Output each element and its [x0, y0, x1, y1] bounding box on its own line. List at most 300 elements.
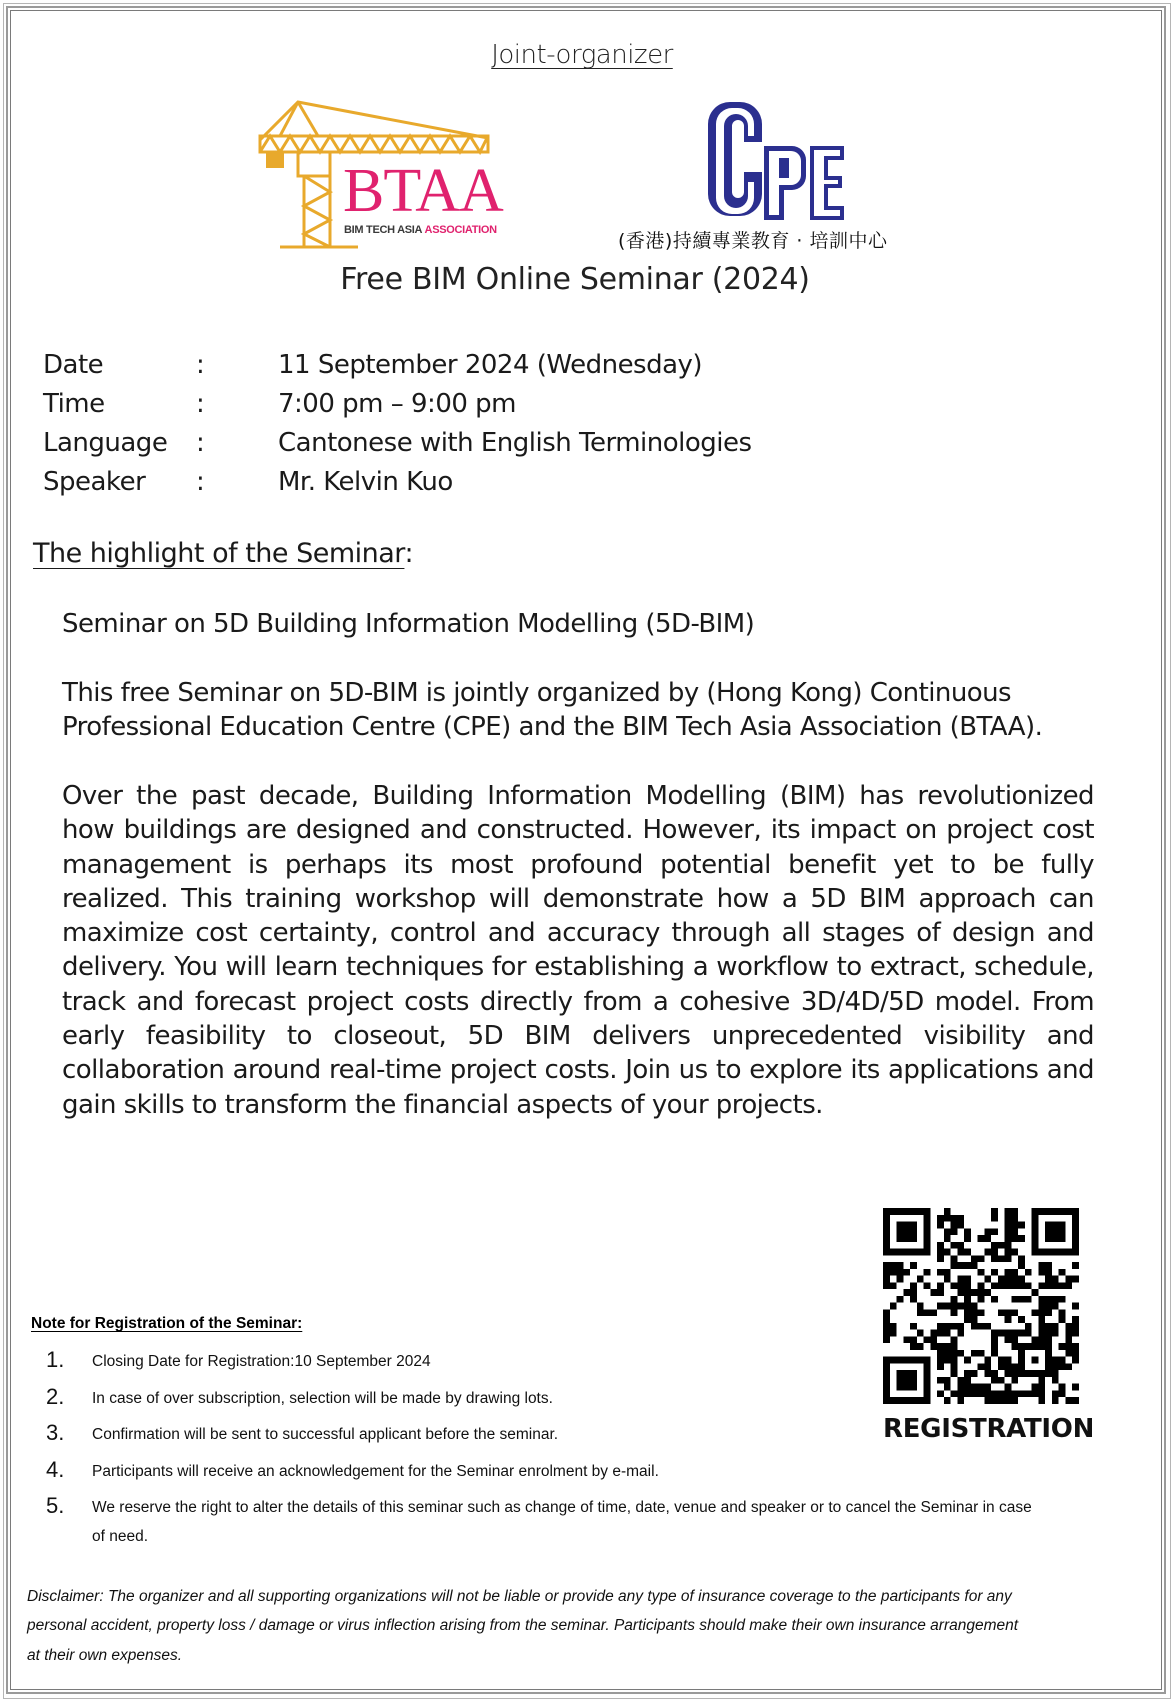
qr-module: [1072, 1357, 1079, 1364]
info-colon: :: [196, 350, 205, 380]
qr-module: [978, 1323, 985, 1330]
qr-module: [978, 1309, 985, 1316]
qr-module: [890, 1262, 897, 1269]
qr-module: [1018, 1370, 1025, 1377]
qr-module: [984, 1384, 991, 1391]
qr-module: [903, 1249, 910, 1256]
qr-module: [998, 1363, 1005, 1370]
qr-module: [1045, 1276, 1052, 1283]
info-value: Mr. Kelvin Kuo: [278, 467, 453, 497]
qr-module: [897, 1222, 904, 1229]
qr-module: [917, 1249, 924, 1256]
qr-module: [951, 1363, 958, 1370]
qr-module: [951, 1303, 958, 1310]
qr-module: [964, 1276, 971, 1283]
qr-module: [951, 1222, 958, 1229]
qr-module: [883, 1397, 890, 1404]
qr-module: [1065, 1282, 1072, 1289]
qr-module: [930, 1330, 937, 1337]
qr-module: [951, 1323, 958, 1330]
qr-module: [1032, 1357, 1039, 1364]
qr-module: [937, 1390, 944, 1397]
qr-module: [1005, 1235, 1012, 1242]
notes-heading: Note for Registration of the Seminar:: [31, 1315, 303, 1332]
qr-module: [971, 1323, 978, 1330]
qr-module: [991, 1350, 998, 1357]
qr-module: [1059, 1208, 1066, 1215]
qr-module: [883, 1262, 890, 1269]
qr-module: [883, 1249, 890, 1256]
qr-module: [1011, 1235, 1018, 1242]
qr-module: [1011, 1208, 1018, 1215]
qr-module: [944, 1377, 951, 1384]
qr-module: [897, 1370, 904, 1377]
qr-module: [991, 1282, 998, 1289]
qr-module: [998, 1242, 1005, 1249]
qr-module: [991, 1249, 998, 1256]
qr-module: [917, 1309, 924, 1316]
qr-module: [998, 1330, 1005, 1337]
qr-module: [951, 1309, 958, 1316]
qr-module: [1072, 1249, 1079, 1256]
btaa-subtitle-part1: BIM TECH ASIA: [344, 224, 425, 236]
qr-module: [910, 1370, 917, 1377]
qr-module: [1045, 1343, 1052, 1350]
seminar-subtitle: Seminar on 5D Building Information Modelling (5D-BIM): [62, 609, 755, 639]
qr-module: [978, 1255, 985, 1262]
qr-module: [1025, 1282, 1032, 1289]
qr-module: [1045, 1336, 1052, 1343]
qr-module: [971, 1262, 978, 1269]
btaa-logo: [258, 94, 523, 254]
qr-module: [957, 1242, 964, 1249]
qr-module: [1038, 1249, 1045, 1256]
qr-module: [957, 1377, 964, 1384]
qr-module: [944, 1215, 951, 1222]
disclaimer-line: Disclaimer: The organizer and all supporting organizations will not be liable or provide any type of insurance coverage to the participants for any: [27, 1588, 1012, 1605]
qr-module: [998, 1255, 1005, 1262]
qr-module: [1005, 1316, 1012, 1323]
description-paragraph: Over the past decade, Building Information Modelling (BIM) has revolutionized how buildings are designed and constructed. However, its impact on project cost management is perhaps its most profound potential benefit yet to be fully realized. This training workshop will demonstrate how a 5D BIM approach can maximize cost certainty, control and accuracy through all stages of design and delivery. You will learn techniques for establishing a workflow to extract, schedule, track and forecast project costs directly from a cohesive 3D/4D/5D model. From early feasibility to closeout, 5D BIM delivers unprecedented visibility and collaboration around real-time project costs. Join us to explore its applications and gain skills to transform the financial aspects of your projects.: [62, 781, 1094, 1120]
note-text: We reserve the right to alter the details of this seminar such as change of time, date, venue and speaker or to cancel the Seminar in case: [92, 1499, 1032, 1516]
qr-module: [937, 1215, 944, 1222]
qr-module: [903, 1235, 910, 1242]
qr-module: [937, 1377, 944, 1384]
qr-module: [978, 1384, 985, 1391]
qr-module: [1032, 1235, 1039, 1242]
qr-module: [1038, 1269, 1045, 1276]
qr-module: [1018, 1350, 1025, 1357]
note-text: Closing Date for Registration:10 September 2024: [92, 1353, 431, 1370]
intro-paragraph: This free Seminar on 5D-BIM is jointly organized by (Hong Kong) Continuous Professional Education Centre (CPE) and the BIM Tech Asia Association (BTAA).: [62, 678, 1043, 743]
qr-module: [1025, 1323, 1032, 1330]
qr-module: [964, 1235, 971, 1242]
qr-module: [1045, 1323, 1052, 1330]
qr-module: [957, 1384, 964, 1391]
btaa-logo-subtitle: [344, 224, 497, 236]
qr-module: [937, 1363, 944, 1370]
qr-module: [903, 1384, 910, 1391]
note-text-continued: of need.: [92, 1528, 149, 1545]
qr-module: [1005, 1249, 1012, 1256]
qr-module: [1032, 1289, 1039, 1296]
qr-module: [964, 1316, 971, 1323]
qr-module: [1072, 1316, 1079, 1323]
qr-module: [883, 1377, 890, 1384]
note-number: 3.: [46, 1420, 65, 1445]
qr-module: [1059, 1363, 1066, 1370]
qr-module: [1018, 1262, 1025, 1269]
qr-module: [964, 1303, 971, 1310]
highlight-heading-colon: :: [404, 538, 414, 569]
info-label: Date: [43, 350, 104, 380]
qr-module: [944, 1249, 951, 1256]
qr-module: [1045, 1357, 1052, 1364]
joint-organizer-heading: [0, 40, 1164, 70]
qr-module: [883, 1208, 890, 1215]
qr-module: [903, 1357, 910, 1364]
qr-module: [1005, 1309, 1012, 1316]
qr-module: [957, 1289, 964, 1296]
qr-module: [991, 1208, 998, 1215]
qr-module: [1018, 1390, 1025, 1397]
qr-module: [944, 1303, 951, 1310]
qr-module: [1038, 1397, 1045, 1404]
qr-module: [951, 1282, 958, 1289]
qr-module: [1018, 1357, 1025, 1364]
qr-module: [957, 1330, 964, 1337]
qr-module: [924, 1242, 931, 1249]
qr-module: [924, 1269, 931, 1276]
qr-module: [910, 1296, 917, 1303]
qr-module: [1032, 1370, 1039, 1377]
qr-module: [1045, 1330, 1052, 1337]
qr-module: [1005, 1390, 1012, 1397]
qr-module: [1072, 1242, 1079, 1249]
qr-module: [1052, 1276, 1059, 1283]
qr-module: [1005, 1282, 1012, 1289]
qr-module: [1018, 1282, 1025, 1289]
qr-module: [883, 1269, 890, 1276]
qr-module: [944, 1384, 951, 1391]
qr-module: [910, 1262, 917, 1269]
qr-module: [883, 1363, 890, 1370]
qr-module: [984, 1370, 991, 1377]
qr-module: [978, 1282, 985, 1289]
qr-module: [1072, 1350, 1079, 1357]
qr-module: [937, 1289, 944, 1296]
qr-module: [1059, 1222, 1066, 1229]
qr-module: [1011, 1282, 1018, 1289]
qr-module: [897, 1269, 904, 1276]
qr-module: [1032, 1208, 1039, 1215]
qr-module: [971, 1350, 978, 1357]
qr-module: [1065, 1350, 1072, 1357]
info-colon: :: [196, 467, 205, 497]
qr-module: [1038, 1282, 1045, 1289]
qr-module: [883, 1336, 890, 1343]
qr-module: [1011, 1336, 1018, 1343]
qr-module: [883, 1222, 890, 1229]
qr-module: [1045, 1303, 1052, 1310]
qr-module: [1072, 1262, 1079, 1269]
qr-module: [910, 1397, 917, 1404]
cpe-logo: [700, 98, 850, 223]
note-number: 5.: [46, 1493, 65, 1518]
qr-module: [1025, 1330, 1032, 1337]
qr-module: [917, 1208, 924, 1215]
qr-module: [991, 1228, 998, 1235]
qr-module: [971, 1370, 978, 1377]
qr-module: [991, 1390, 998, 1397]
qr-module: [1038, 1384, 1045, 1391]
qr-module: [924, 1397, 931, 1404]
qr-module: [924, 1235, 931, 1242]
joint-organizer-text: Joint-organizer: [491, 40, 673, 70]
qr-module: [883, 1282, 890, 1289]
qr-module: [1052, 1363, 1059, 1370]
qr-module: [964, 1377, 971, 1384]
qr-module: [1038, 1390, 1045, 1397]
qr-module: [883, 1357, 890, 1364]
qr-module: [937, 1343, 944, 1350]
qr-module: [917, 1343, 924, 1350]
qr-module: [897, 1228, 904, 1235]
qr-module: [883, 1215, 890, 1222]
qr-module: [991, 1269, 998, 1276]
note-text: Confirmation will be sent to successful applicant before the seminar.: [92, 1426, 559, 1443]
disclaimer-line: personal accident, property loss / damage or virus inflection arising from the seminar. Participants should make their own insurance arrangement: [27, 1617, 1019, 1634]
qr-module: [1052, 1249, 1059, 1256]
qr-module: [890, 1303, 897, 1310]
qr-module: [1032, 1249, 1039, 1256]
qr-module: [991, 1370, 998, 1377]
qr-module: [1018, 1343, 1025, 1350]
qr-module: [897, 1397, 904, 1404]
qr-module: [1065, 1336, 1072, 1343]
qr-module: [1065, 1208, 1072, 1215]
qr-module: [1059, 1357, 1066, 1364]
qr-module: [1011, 1228, 1018, 1235]
qr-module: [957, 1249, 964, 1256]
qr-module: [1052, 1208, 1059, 1215]
qr-module: [897, 1296, 904, 1303]
qr-module: [1052, 1235, 1059, 1242]
qr-module: [924, 1249, 931, 1256]
qr-module: [957, 1276, 964, 1283]
qr-module: [937, 1357, 944, 1364]
qr-module: [944, 1269, 951, 1276]
registration-label[interactable]: REGISTRATION: [883, 1414, 1095, 1444]
qr-module: [991, 1377, 998, 1384]
qr-module: [883, 1316, 890, 1323]
qr-module: [910, 1208, 917, 1215]
qr-module: [930, 1343, 937, 1350]
qr-module: [944, 1276, 951, 1283]
note-number: 4.: [46, 1457, 65, 1482]
qr-module: [890, 1269, 897, 1276]
qr-module: [1072, 1215, 1079, 1222]
qr-module: [910, 1357, 917, 1364]
qr-module: [984, 1289, 991, 1296]
qr-module: [1072, 1235, 1079, 1242]
qr-module: [890, 1323, 897, 1330]
qr-module: [937, 1330, 944, 1337]
qr-module: [910, 1249, 917, 1256]
qr-module: [984, 1397, 991, 1404]
qr-module: [944, 1350, 951, 1357]
qr-module: [924, 1282, 931, 1289]
qr-module: [978, 1269, 985, 1276]
qr-module: [984, 1276, 991, 1283]
qr-module: [1065, 1397, 1072, 1404]
qr-module: [1059, 1282, 1066, 1289]
qr-module: [1005, 1222, 1012, 1229]
qr-module: [991, 1397, 998, 1404]
qr-module: [998, 1309, 1005, 1316]
qr-module: [1059, 1235, 1066, 1242]
qr-module: [1032, 1228, 1039, 1235]
qr-module: [1005, 1208, 1012, 1215]
qr-module: [1011, 1215, 1018, 1222]
qr-module: [1018, 1276, 1025, 1283]
qr-module: [991, 1296, 998, 1303]
qr-module: [951, 1215, 958, 1222]
qr-module: [897, 1377, 904, 1384]
qr-module: [1005, 1269, 1012, 1276]
note-number: 1.: [46, 1347, 65, 1372]
qr-module: [924, 1357, 931, 1364]
qr-module: [971, 1303, 978, 1310]
qr-module: [897, 1208, 904, 1215]
qr-module: [978, 1390, 985, 1397]
qr-module: [1059, 1343, 1066, 1350]
qr-module: [964, 1357, 971, 1364]
qr-module: [964, 1384, 971, 1391]
qr-module: [1011, 1343, 1018, 1350]
qr-module: [957, 1262, 964, 1269]
disclaimer-line: at their own expenses.: [27, 1647, 183, 1664]
qr-module: [1011, 1377, 1018, 1384]
qr-module: [1052, 1296, 1059, 1303]
qr-module: [971, 1255, 978, 1262]
qr-module: [917, 1357, 924, 1364]
qr-module: [937, 1323, 944, 1330]
qr-module: [883, 1309, 890, 1316]
qr-module: [930, 1309, 937, 1316]
qr-module: [1038, 1303, 1045, 1310]
qr-module: [937, 1269, 944, 1276]
qr-module: [944, 1357, 951, 1364]
qr-module: [1032, 1215, 1039, 1222]
qr-module: [1011, 1276, 1018, 1283]
qr-module: [1065, 1343, 1072, 1350]
qr-module: [937, 1242, 944, 1249]
qr-module: [971, 1289, 978, 1296]
qr-module: [910, 1235, 917, 1242]
qr-module: [951, 1262, 958, 1269]
info-colon: :: [196, 428, 205, 458]
qr-module: [1038, 1316, 1045, 1323]
qr-module: [998, 1357, 1005, 1364]
qr-module: [1032, 1384, 1039, 1391]
qr-module: [984, 1249, 991, 1256]
qr-module: [903, 1289, 910, 1296]
qr-module: [951, 1242, 958, 1249]
qr-module: [984, 1323, 991, 1330]
qr-module: [951, 1390, 958, 1397]
qr-module: [1045, 1296, 1052, 1303]
qr-module: [964, 1249, 971, 1256]
qr-module: [1059, 1390, 1066, 1397]
qr-module: [1052, 1390, 1059, 1397]
qr-module: [910, 1384, 917, 1391]
qr-module: [924, 1228, 931, 1235]
qr-module: [944, 1323, 951, 1330]
qr-module: [1045, 1262, 1052, 1269]
qr-module: [1011, 1370, 1018, 1377]
qr-code-icon[interactable]: [883, 1208, 1079, 1404]
qr-module: [1045, 1363, 1052, 1370]
qr-module: [1059, 1269, 1066, 1276]
qr-module: [897, 1262, 904, 1269]
info-label: Time: [43, 389, 105, 419]
qr-module: [1032, 1309, 1039, 1316]
qr-module: [984, 1363, 991, 1370]
qr-module: [971, 1390, 978, 1397]
info-value: 11 September 2024 (Wednesday): [278, 350, 703, 380]
qr-module: [951, 1357, 958, 1364]
qr-module: [1072, 1330, 1079, 1337]
qr-module: [910, 1289, 917, 1296]
qr-module: [883, 1390, 890, 1397]
qr-module: [1045, 1350, 1052, 1357]
qr-module: [1052, 1228, 1059, 1235]
qr-module: [1045, 1208, 1052, 1215]
qr-module: [1045, 1370, 1052, 1377]
qr-module: [1052, 1377, 1059, 1384]
qr-module: [890, 1208, 897, 1215]
qr-module: [1011, 1222, 1018, 1229]
qr-module: [890, 1282, 897, 1289]
qr-module: [903, 1377, 910, 1384]
qr-module: [957, 1323, 964, 1330]
qr-module: [1052, 1357, 1059, 1364]
qr-module: [964, 1228, 971, 1235]
qr-module: [924, 1390, 931, 1397]
qr-module: [978, 1296, 985, 1303]
qr-module: [978, 1289, 985, 1296]
qr-module: [917, 1330, 924, 1337]
qr-module: [903, 1269, 910, 1276]
qr-module: [1018, 1316, 1025, 1323]
qr-module: [890, 1330, 897, 1337]
qr-module: [1052, 1282, 1059, 1289]
qr-module: [1005, 1215, 1012, 1222]
qr-module: [883, 1235, 890, 1242]
qr-module: [1005, 1370, 1012, 1377]
qr-module: [1011, 1296, 1018, 1303]
qr-module: [890, 1397, 897, 1404]
qr-module: [924, 1222, 931, 1229]
qr-module: [1011, 1390, 1018, 1397]
qr-module: [998, 1377, 1005, 1384]
qr-module: [1018, 1296, 1025, 1303]
qr-module: [951, 1370, 958, 1377]
qr-module: [903, 1397, 910, 1404]
qr-module: [1018, 1255, 1025, 1262]
qr-module: [1059, 1316, 1066, 1323]
